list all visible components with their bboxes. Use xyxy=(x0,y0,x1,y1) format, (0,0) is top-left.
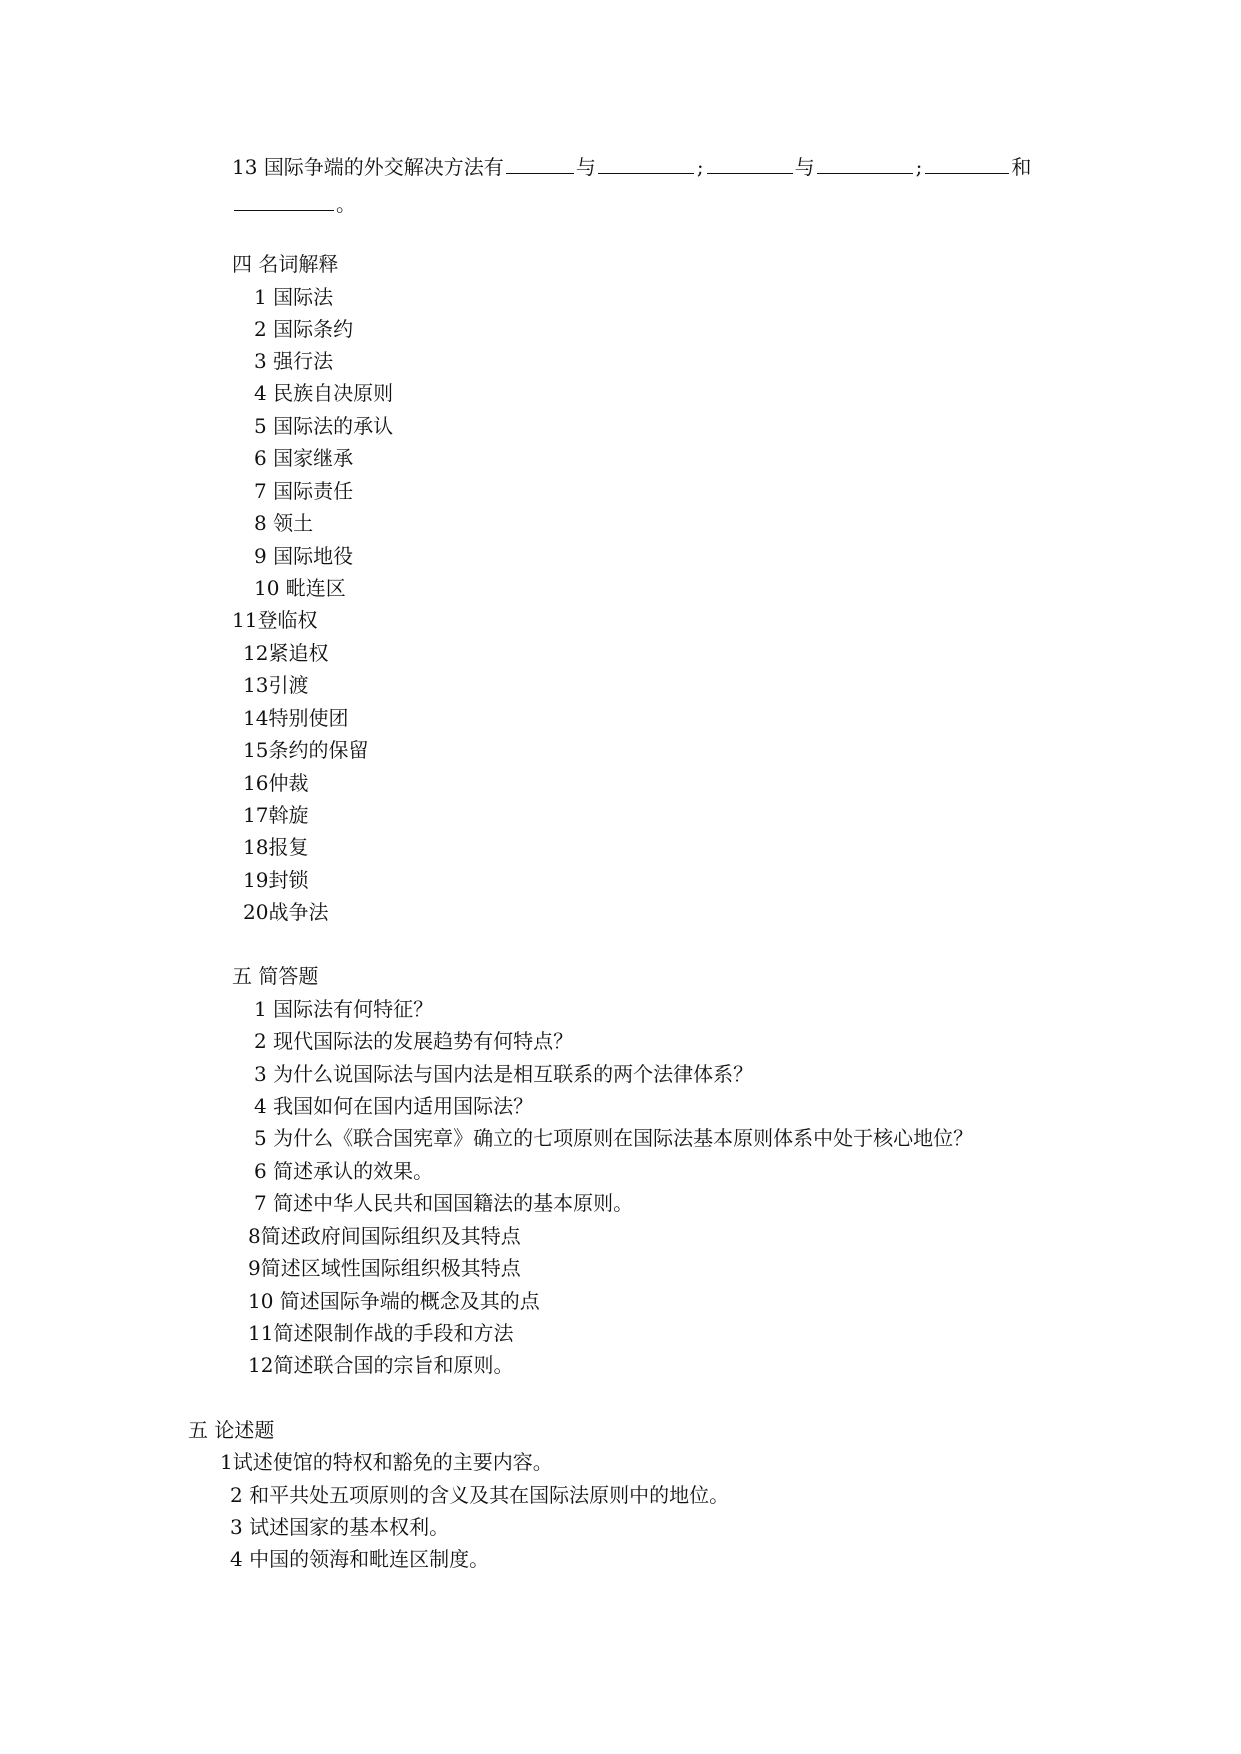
list-item: 2 和平共处五项原则的含义及其在国际法原则中的地位。 xyxy=(230,1483,730,1507)
section-heading: 五 简答题 xyxy=(232,964,319,988)
list-item: 1 国际法 xyxy=(254,285,334,309)
question-number: 13 xyxy=(232,155,258,179)
list-item: 10 毗连区 xyxy=(254,576,346,600)
blank-6 xyxy=(234,190,334,211)
blank-5 xyxy=(925,153,1009,174)
list-item: 19封锁 xyxy=(243,868,309,892)
connector-word: 与 xyxy=(794,155,815,179)
connector-word: 与 xyxy=(575,155,596,179)
connector-word: 和 xyxy=(1011,155,1032,179)
blank-1 xyxy=(506,153,574,174)
list-item: 1 国际法有何特征？ xyxy=(254,997,434,1021)
list-item: 7 简述中华人民共和国国籍法的基本原则。 xyxy=(254,1191,634,1215)
list-item: 9 国际地役 xyxy=(254,544,354,568)
list-item: 4 我国如何在国内适用国际法？ xyxy=(254,1094,534,1118)
blank-2 xyxy=(598,153,694,174)
list-item: 7 国际责任 xyxy=(254,479,354,503)
list-item: 5 为什么《联合国宪章》确立的七项原则在国际法基本原则体系中处于核心地位？ xyxy=(254,1126,974,1150)
list-item: 5 国际法的承认 xyxy=(254,414,394,438)
list-item: 3 试述国家的基本权利。 xyxy=(230,1515,450,1539)
section-heading: 四 名词解释 xyxy=(232,252,339,276)
period: 。 xyxy=(336,192,356,216)
blank-4 xyxy=(817,153,913,174)
list-item: 4 民族自决原则 xyxy=(254,381,394,405)
list-item: 6 简述承认的效果。 xyxy=(254,1159,434,1183)
semicolon: ; xyxy=(696,155,704,179)
question-text: 国际争端的外交解决方法有 xyxy=(263,155,504,179)
list-item: 8 领土 xyxy=(254,511,314,535)
list-item: 1试述使馆的特权和豁免的主要内容。 xyxy=(220,1450,553,1474)
list-item: 3 为什么说国际法与国内法是相互联系的两个法律体系？ xyxy=(254,1062,754,1086)
list-item: 4 中国的领海和毗连区制度。 xyxy=(230,1547,490,1571)
fill-question-13 xyxy=(232,153,1031,181)
list-item: 15条约的保留 xyxy=(243,738,369,762)
list-item: 3 强行法 xyxy=(254,349,334,373)
list-item: 2 现代国际法的发展趋势有何特点？ xyxy=(254,1029,574,1053)
list-item: 12简述联合国的宗旨和原则。 xyxy=(248,1353,514,1377)
list-item: 20战争法 xyxy=(243,900,329,924)
semicolon: ; xyxy=(915,155,923,179)
list-item: 2 国际条约 xyxy=(254,317,354,341)
list-item: 6 国家继承 xyxy=(254,446,354,470)
list-item: 8简述政府间国际组织及其特点 xyxy=(248,1224,521,1248)
list-item: 12紧追权 xyxy=(243,641,329,665)
section-heading: 五 论述题 xyxy=(188,1418,275,1442)
fill-question-13-cont xyxy=(232,190,356,218)
list-item: 13引渡 xyxy=(243,673,309,697)
list-item: 11登临权 xyxy=(232,608,318,632)
list-item: 17斡旋 xyxy=(243,803,309,827)
list-item: 11简述限制作战的手段和方法 xyxy=(248,1321,514,1345)
list-item: 18报复 xyxy=(243,835,309,859)
list-item: 14特别使团 xyxy=(243,706,349,730)
list-item: 9简述区域性国际组织极其特点 xyxy=(248,1256,521,1280)
list-item: 16仲裁 xyxy=(243,771,309,795)
list-item: 10 简述国际争端的概念及其的点 xyxy=(248,1289,540,1313)
blank-3 xyxy=(707,153,793,174)
